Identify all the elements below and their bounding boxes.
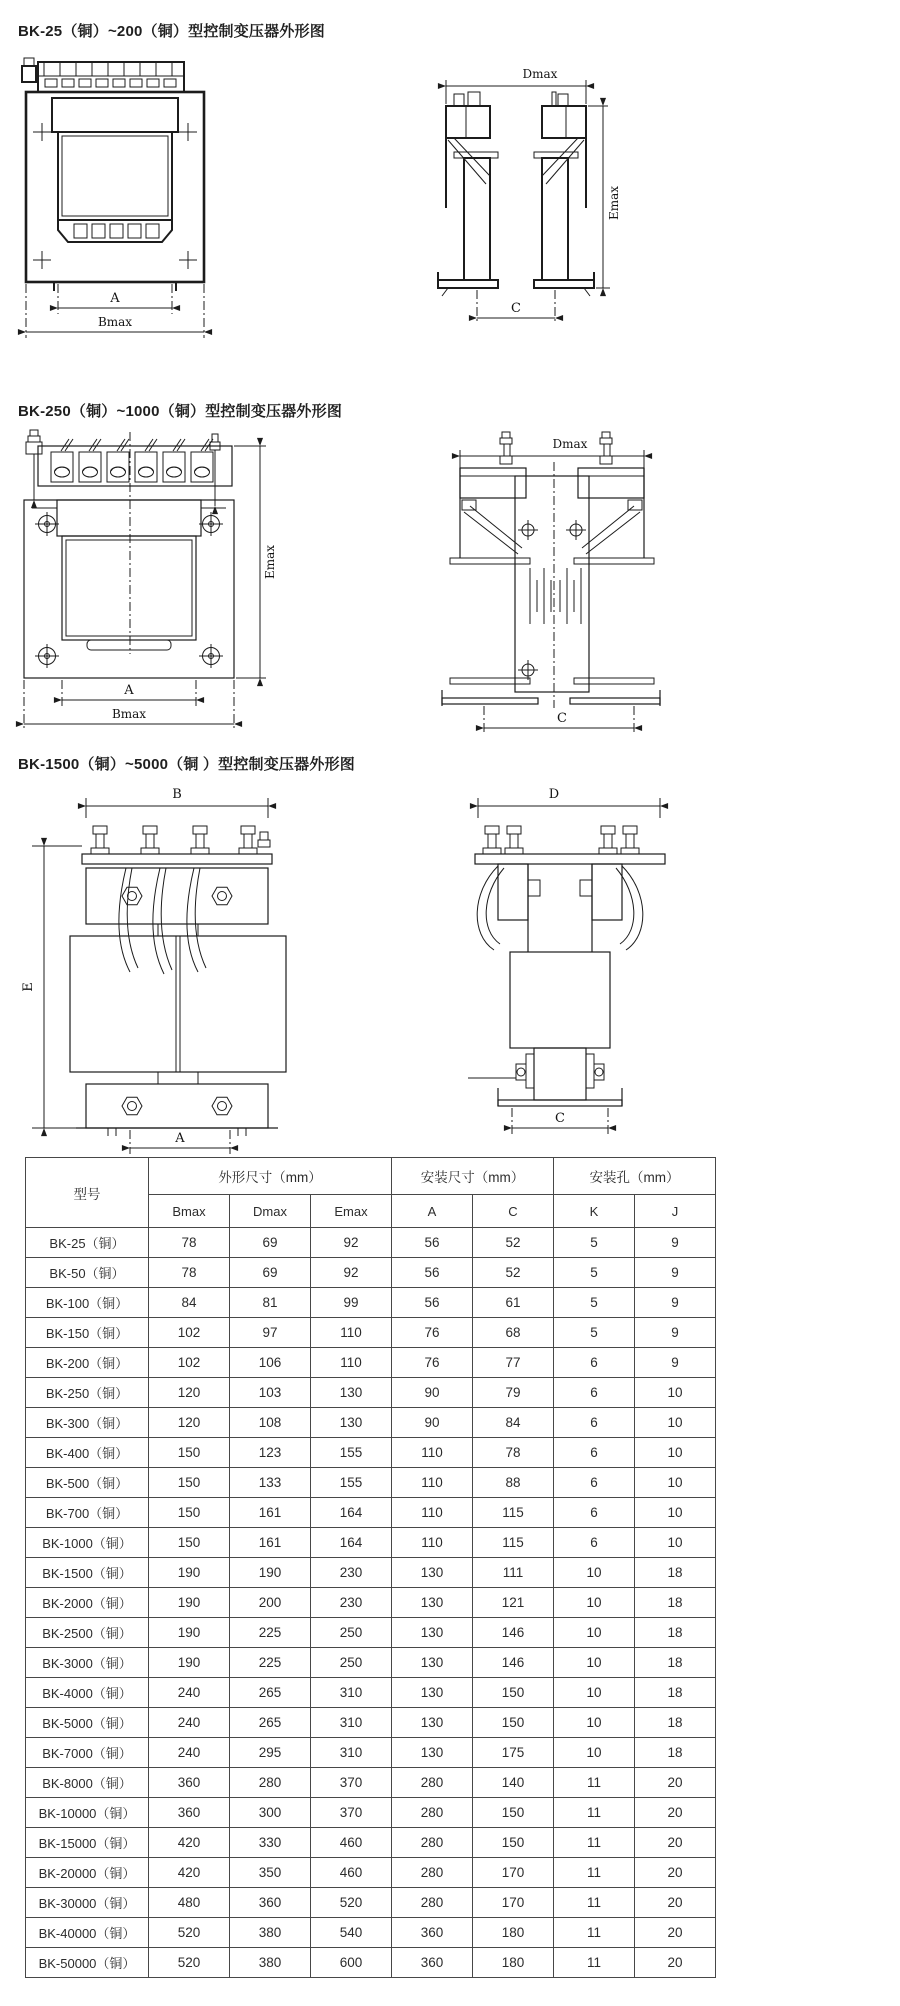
value-cell: 170 [473,1888,554,1918]
header-dmax: Dmax [230,1195,311,1228]
value-cell: 300 [230,1798,311,1828]
header-c: C [473,1195,554,1228]
header-emax: Emax [311,1195,392,1228]
section1-heading: BK-25（铜）~200（铜）型控制变压器外形图 [18,23,325,40]
table-row [26,1828,716,1858]
value-cell: 9 [635,1318,716,1348]
value-cell: 88 [473,1468,554,1498]
model-cell: BK-50000（铜） [26,1948,149,1978]
dimension-table [25,1157,716,1978]
value-cell: 265 [230,1708,311,1738]
value-cell: 102 [149,1318,230,1348]
value-cell: 150 [473,1708,554,1738]
value-cell: 250 [311,1618,392,1648]
side-view-bk250 [442,432,660,734]
value-cell: 170 [473,1858,554,1888]
model-cell: BK-20000（铜） [26,1858,149,1888]
value-cell: 10 [554,1708,635,1738]
outline-drawing-bk1500-5000 [20,782,680,1156]
value-cell: 130 [392,1648,473,1678]
value-cell: 6 [554,1378,635,1408]
value-cell: 140 [473,1768,554,1798]
table-row [26,1528,716,1558]
value-cell: 225 [230,1618,311,1648]
value-cell: 200 [230,1588,311,1618]
value-cell: 280 [392,1798,473,1828]
model-cell: BK-100（铜） [26,1288,149,1318]
value-cell: 164 [311,1528,392,1558]
value-cell: 11 [554,1888,635,1918]
header-a: A [392,1195,473,1228]
value-cell: 92 [311,1258,392,1288]
value-cell: 10 [554,1558,635,1588]
value-cell: 10 [635,1498,716,1528]
value-cell: 84 [149,1288,230,1318]
value-cell: 150 [473,1798,554,1828]
value-cell: 380 [230,1918,311,1948]
value-cell: 11 [554,1948,635,1978]
value-cell: 130 [392,1618,473,1648]
model-cell: BK-1500（铜） [26,1558,149,1588]
value-cell: 360 [392,1948,473,1978]
value-cell: 10 [554,1618,635,1648]
value-cell: 10 [635,1378,716,1408]
dim-label-a-1: A [110,291,120,306]
value-cell: 99 [311,1288,392,1318]
model-cell: BK-2500（铜） [26,1618,149,1648]
table-row [26,1408,716,1438]
value-cell: 155 [311,1438,392,1468]
table-row [26,1558,716,1588]
front-view-bk1500 [21,787,286,1154]
model-cell: BK-250（铜） [26,1378,149,1408]
value-cell: 130 [311,1378,392,1408]
dim-label-b-3: B [172,787,182,802]
value-cell: 310 [311,1738,392,1768]
value-cell: 20 [635,1948,716,1978]
model-cell: BK-4000（铜） [26,1678,149,1708]
value-cell: 6 [554,1468,635,1498]
value-cell: 190 [149,1648,230,1678]
value-cell: 230 [311,1588,392,1618]
value-cell: 280 [230,1768,311,1798]
value-cell: 150 [473,1678,554,1708]
value-cell: 6 [554,1528,635,1558]
value-cell: 190 [149,1588,230,1618]
value-cell: 370 [311,1798,392,1828]
value-cell: 10 [554,1588,635,1618]
table-row [26,1888,716,1918]
value-cell: 68 [473,1318,554,1348]
value-cell: 11 [554,1768,635,1798]
table-row [26,1438,716,1468]
dim-label-c-1: C [511,301,521,316]
value-cell: 6 [554,1408,635,1438]
table-row [26,1618,716,1648]
value-cell: 115 [473,1528,554,1558]
value-cell: 5 [554,1318,635,1348]
model-cell: BK-25（铜） [26,1228,149,1258]
table-header-groups [26,1158,716,1195]
value-cell: 360 [149,1768,230,1798]
table-row [26,1228,716,1258]
outline-drawing-bk250-1000 [14,428,674,740]
value-cell: 5 [554,1258,635,1288]
value-cell: 69 [230,1258,311,1288]
header-bmax: Bmax [149,1195,230,1228]
dim-label-bmax-2: Bmax [111,707,147,721]
model-cell: BK-10000（铜） [26,1798,149,1828]
value-cell: 10 [635,1408,716,1438]
model-cell: BK-50（铜） [26,1258,149,1288]
front-view-bk250 [24,430,277,728]
value-cell: 130 [392,1708,473,1738]
value-cell: 56 [392,1288,473,1318]
table-row [26,1678,716,1708]
value-cell: 9 [635,1258,716,1288]
value-cell: 20 [635,1828,716,1858]
value-cell: 10 [635,1528,716,1558]
value-cell: 56 [392,1258,473,1288]
value-cell: 130 [392,1738,473,1768]
value-cell: 120 [149,1408,230,1438]
value-cell: 161 [230,1498,311,1528]
header-mounting-dims: 安装尺寸（mm） [392,1158,554,1195]
model-cell: BK-700（铜） [26,1498,149,1528]
value-cell: 10 [635,1438,716,1468]
table-row [26,1798,716,1828]
model-cell: BK-2000（铜） [26,1588,149,1618]
value-cell: 18 [635,1618,716,1648]
value-cell: 6 [554,1348,635,1378]
header-model: 型号 [26,1158,149,1228]
value-cell: 121 [473,1588,554,1618]
model-cell: BK-15000（铜） [26,1828,149,1858]
table-row [26,1468,716,1498]
table-row [26,1348,716,1378]
value-cell: 6 [554,1438,635,1468]
value-cell: 280 [392,1768,473,1798]
dim-label-d-3: D [548,787,560,802]
dim-label-emax-1: Emax [607,185,621,221]
value-cell: 240 [149,1738,230,1768]
value-cell: 360 [230,1888,311,1918]
value-cell: 10 [554,1738,635,1768]
value-cell: 155 [311,1468,392,1498]
value-cell: 175 [473,1738,554,1768]
value-cell: 77 [473,1348,554,1378]
dim-label-a-3: A [175,1131,185,1146]
value-cell: 102 [149,1348,230,1378]
value-cell: 76 [392,1318,473,1348]
value-cell: 240 [149,1678,230,1708]
value-cell: 420 [149,1828,230,1858]
value-cell: 5 [554,1228,635,1258]
value-cell: 111 [473,1558,554,1588]
value-cell: 69 [230,1228,311,1258]
value-cell: 78 [149,1258,230,1288]
value-cell: 520 [149,1918,230,1948]
value-cell: 130 [311,1408,392,1438]
model-cell: BK-5000（铜） [26,1708,149,1738]
table-row [26,1738,716,1768]
value-cell: 78 [473,1438,554,1468]
value-cell: 310 [311,1678,392,1708]
dim-label-bmax-1: Bmax [97,315,133,329]
value-cell: 78 [149,1228,230,1258]
value-cell: 250 [311,1648,392,1678]
dim-label-c-2: C [557,711,567,726]
value-cell: 11 [554,1798,635,1828]
value-cell: 230 [311,1558,392,1588]
value-cell: 370 [311,1768,392,1798]
value-cell: 460 [311,1828,392,1858]
model-cell: BK-3000（铜） [26,1648,149,1678]
value-cell: 380 [230,1948,311,1978]
section2-heading: BK-250（铜）~1000（铜）型控制变压器外形图 [18,403,343,420]
model-cell: BK-200（铜） [26,1348,149,1378]
table-row [26,1588,716,1618]
value-cell: 92 [311,1228,392,1258]
value-cell: 103 [230,1378,311,1408]
value-cell: 56 [392,1228,473,1258]
value-cell: 18 [635,1678,716,1708]
header-outline-dims: 外形尺寸（mm） [149,1158,392,1195]
table-row [26,1318,716,1348]
value-cell: 180 [473,1918,554,1948]
value-cell: 52 [473,1258,554,1288]
value-cell: 190 [149,1558,230,1588]
value-cell: 164 [311,1498,392,1528]
value-cell: 10 [554,1678,635,1708]
table-row [26,1768,716,1798]
value-cell: 540 [311,1918,392,1948]
header-mounting-holes: 安装孔（mm） [554,1158,716,1195]
value-cell: 110 [311,1318,392,1348]
value-cell: 420 [149,1858,230,1888]
value-cell: 280 [392,1888,473,1918]
value-cell: 150 [149,1528,230,1558]
value-cell: 150 [473,1828,554,1858]
model-cell: BK-300（铜） [26,1408,149,1438]
model-cell: BK-30000（铜） [26,1888,149,1918]
dim-label-dmax-1: Dmax [522,67,558,81]
value-cell: 18 [635,1588,716,1618]
value-cell: 310 [311,1708,392,1738]
value-cell: 130 [392,1558,473,1588]
value-cell: 11 [554,1858,635,1888]
value-cell: 480 [149,1888,230,1918]
value-cell: 9 [635,1288,716,1318]
value-cell: 20 [635,1798,716,1828]
table-row [26,1948,716,1978]
value-cell: 150 [149,1468,230,1498]
model-cell: BK-1000（铜） [26,1528,149,1558]
value-cell: 79 [473,1378,554,1408]
side-view-bk1500 [468,787,665,1134]
value-cell: 90 [392,1378,473,1408]
value-cell: 280 [392,1858,473,1888]
value-cell: 110 [392,1438,473,1468]
value-cell: 115 [473,1498,554,1528]
value-cell: 460 [311,1858,392,1888]
value-cell: 10 [635,1468,716,1498]
value-cell: 330 [230,1828,311,1858]
value-cell: 18 [635,1708,716,1738]
table-row [26,1378,716,1408]
value-cell: 20 [635,1768,716,1798]
model-cell: BK-8000（铜） [26,1768,149,1798]
value-cell: 97 [230,1318,311,1348]
value-cell: 133 [230,1468,311,1498]
model-cell: BK-150（铜） [26,1318,149,1348]
value-cell: 520 [311,1888,392,1918]
value-cell: 76 [392,1348,473,1378]
value-cell: 190 [230,1558,311,1588]
value-cell: 20 [635,1918,716,1948]
value-cell: 600 [311,1948,392,1978]
table-row [26,1858,716,1888]
table-row [26,1498,716,1528]
value-cell: 6 [554,1498,635,1528]
value-cell: 5 [554,1288,635,1318]
value-cell: 20 [635,1888,716,1918]
table-row [26,1708,716,1738]
value-cell: 190 [149,1618,230,1648]
value-cell: 110 [311,1348,392,1378]
value-cell: 20 [635,1858,716,1888]
table-row [26,1648,716,1678]
value-cell: 150 [149,1498,230,1528]
table-row [26,1258,716,1288]
value-cell: 240 [149,1708,230,1738]
value-cell: 18 [635,1648,716,1678]
value-cell: 10 [554,1648,635,1678]
value-cell: 9 [635,1228,716,1258]
side-view-bk25 [438,67,621,324]
value-cell: 110 [392,1528,473,1558]
header-j: J [635,1195,716,1228]
value-cell: 120 [149,1378,230,1408]
value-cell: 146 [473,1648,554,1678]
value-cell: 18 [635,1558,716,1588]
value-cell: 295 [230,1738,311,1768]
value-cell: 11 [554,1828,635,1858]
value-cell: 280 [392,1828,473,1858]
value-cell: 146 [473,1618,554,1648]
value-cell: 180 [473,1948,554,1978]
dim-label-dmax-2: Dmax [552,437,588,451]
dim-label-emax-2: Emax [263,544,277,580]
value-cell: 123 [230,1438,311,1468]
model-cell: BK-7000（铜） [26,1738,149,1768]
model-cell: BK-40000（铜） [26,1918,149,1948]
outline-drawing-bk25-200 [18,46,658,346]
value-cell: 61 [473,1288,554,1318]
model-cell: BK-400（铜） [26,1438,149,1468]
value-cell: 130 [392,1588,473,1618]
table-body [26,1228,716,1978]
value-cell: 110 [392,1468,473,1498]
value-cell: 130 [392,1678,473,1708]
section3-heading: BK-1500（铜）~5000（铜 ）型控制变压器外形图 [18,756,355,773]
value-cell: 108 [230,1408,311,1438]
value-cell: 265 [230,1678,311,1708]
value-cell: 360 [149,1798,230,1828]
table-row [26,1288,716,1318]
value-cell: 360 [392,1918,473,1948]
value-cell: 520 [149,1948,230,1978]
value-cell: 106 [230,1348,311,1378]
dim-label-a-2: A [124,683,134,698]
front-view-bk25 [22,58,204,338]
value-cell: 52 [473,1228,554,1258]
value-cell: 150 [149,1438,230,1468]
value-cell: 90 [392,1408,473,1438]
value-cell: 11 [554,1918,635,1948]
value-cell: 9 [635,1348,716,1378]
value-cell: 350 [230,1858,311,1888]
value-cell: 84 [473,1408,554,1438]
value-cell: 161 [230,1528,311,1558]
value-cell: 18 [635,1738,716,1768]
header-k: K [554,1195,635,1228]
table-row [26,1918,716,1948]
value-cell: 225 [230,1648,311,1678]
value-cell: 110 [392,1498,473,1528]
dim-label-c-3: C [555,1111,565,1126]
value-cell: 81 [230,1288,311,1318]
model-cell: BK-500（铜） [26,1468,149,1498]
dim-label-e-3: E [21,982,36,992]
